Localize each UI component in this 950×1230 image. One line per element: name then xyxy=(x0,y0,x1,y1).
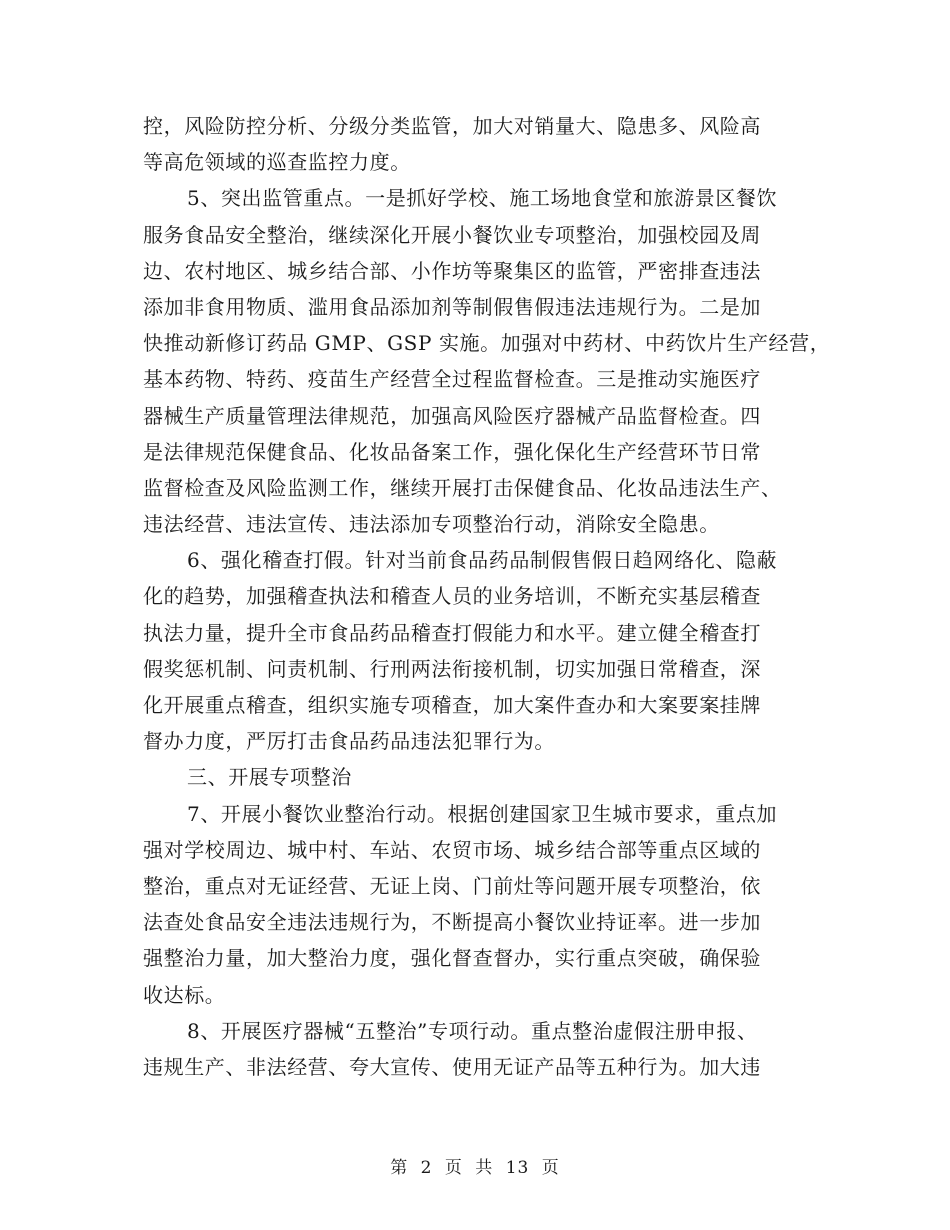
text-line: 强对学校周边、城中村、车站、农贸市场、城乡结合部等重点区域的 xyxy=(143,837,761,862)
text-line: 监督检查及风险监测工作，继续开展打击保健食品、化妆品违法生产、 xyxy=(143,475,782,500)
text-line: 执法力量，提升全市食品药品稽查打假能力和水平。建立健全稽查打 xyxy=(143,620,761,645)
text-line: 8、开展医疗器械“五整治”专项行动。重点整治虚假注册申报、 xyxy=(187,1018,758,1043)
text-line: 6、强化稽查打假。针对当前食品药品制假售假日趋网络化、隐蔽 xyxy=(187,548,778,573)
text-line: 服务食品安全整治，继续深化开展小餐饮业专项整治，加强校园及周 xyxy=(143,222,761,247)
text-line: 5、突出监管重点。一是抓好学校、施工场地食堂和旅游景区餐饮 xyxy=(187,186,778,211)
text-line: 添加非食用物质、滥用食品添加剂等制假售假违法违规行为。二是加 xyxy=(143,294,761,319)
footer-page-label: 页 xyxy=(444,1158,463,1178)
text-line: 等高危领域的巡查监控力度。 xyxy=(143,150,411,175)
text-line: 7、开展小餐饮业整治行动。根据创建国家卫生城市要求，重点加 xyxy=(187,801,778,826)
text-line: 边、农村地区、城乡结合部、小作坊等聚集区的监管，严密排查违法 xyxy=(143,258,761,283)
footer-total-pages: 13 xyxy=(505,1158,530,1178)
footer-prefix: 第 xyxy=(390,1158,409,1178)
footer-suffix: 页 xyxy=(541,1158,560,1178)
text-line: 快推动新修订药品 GMP、GSP 实施。加强对中药材、中药饮片生产经营， xyxy=(143,331,831,356)
text-line: 法查处食品安全违法违规行为，不断提高小餐饮业持证率。进一步加 xyxy=(143,910,761,935)
text-line: 强整治力量，加大整治力度，强化督查督办，实行重点突破，确保验 xyxy=(143,946,761,971)
text-line: 三、开展专项整治 xyxy=(187,765,352,790)
text-line: 控，风险防控分析、分级分类监管，加大对销量大、隐患多、风险高 xyxy=(143,114,761,138)
footer-current-page: 2 xyxy=(420,1158,433,1178)
text-line: 违规生产、非法经营、夸大宣传、使用无证产品等五种行为。加大违 xyxy=(143,1054,761,1079)
text-line: 假奖惩机制、问责机制、行刑两法衔接机制，切实加强日常稽查，深 xyxy=(143,656,761,681)
page-footer xyxy=(0,1153,950,1178)
document-body xyxy=(143,108,831,1085)
text-line: 违法经营、违法宣传、违法添加专项整治行动，消除安全隐患。 xyxy=(143,512,720,537)
text-line: 基本药物、特药、疫苗生产经营全过程监督检查。三是推动实施医疗 xyxy=(143,367,761,392)
text-line: 是法律规范保健食品、化妆品备案工作，强化保化生产经营环节日常 xyxy=(143,439,761,464)
text-line: 器械生产质量管理法律规范，加强高风险医疗器械产品监督检查。四 xyxy=(143,403,761,428)
text-line: 督办力度，严厉打击食品药品违法犯罪行为。 xyxy=(143,729,555,754)
text-line: 化开展重点稽查，组织实施专项稽查，加大案件查办和大案要案挂牌 xyxy=(143,693,761,717)
text-line: 整治，重点对无证经营、无证上岗、门前灶等问题开展专项整治，依 xyxy=(143,873,761,898)
text-line: 收达标。 xyxy=(143,982,226,1007)
footer-total-label: 共 xyxy=(475,1158,494,1178)
text-line: 化的趋势，加强稽查执法和稽查人员的业务培训，不断充实基层稽查 xyxy=(143,584,761,609)
